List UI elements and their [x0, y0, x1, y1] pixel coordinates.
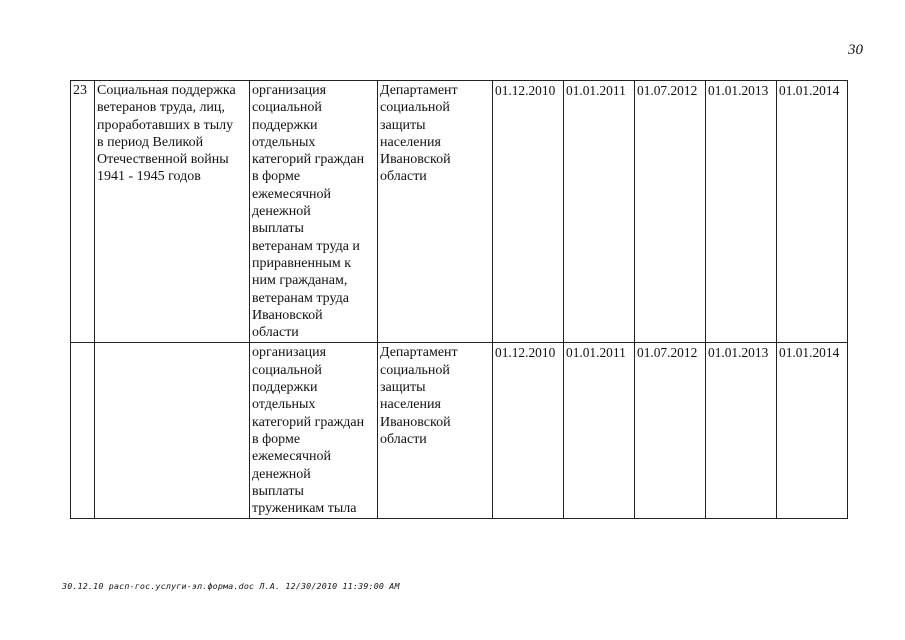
stage-5-date: 01.01.2014: [779, 345, 840, 361]
row-number-cell: [71, 343, 95, 519]
support-form: организация социальной поддержки отдельных категорий граждан в форме ежемесячной денежной выплаты ветеранам труда и приравненным к ним гражданам, ветеранам труда Ивановской области: [252, 83, 365, 341]
date-cell: [493, 81, 564, 343]
stage-4-date: 01.01.2013: [708, 83, 769, 98]
department-cell: [378, 343, 493, 519]
stage-1-date: 01.12.2010: [495, 345, 556, 361]
service-name-cell: [95, 81, 250, 343]
stage-4-date: 01.01.2013: [708, 345, 769, 361]
support-form-cell: [250, 81, 378, 343]
department: Департамент социальной защиты населения Ивановской области: [380, 345, 458, 447]
table-row: [71, 81, 848, 343]
service-name-cell: [95, 343, 250, 519]
date-cell: [493, 343, 564, 519]
document-footer: 30.12.10 расп-гос.услуги-эл.форма.doc Л.А. 12/30/2010 11:39:00 AM: [62, 581, 400, 591]
stage-2-date: 01.01.2011: [566, 83, 626, 98]
services-table: [70, 80, 848, 519]
table-row: [71, 343, 848, 519]
date-cell: [706, 343, 777, 519]
stage-5-date: 01.01.2014: [779, 83, 840, 98]
date-cell: [564, 81, 635, 343]
date-cell: [635, 81, 706, 343]
date-cell: [777, 343, 848, 519]
department: Департамент социальной защиты населения Ивановской области: [380, 83, 458, 185]
stage-3-date: 01.07.2012: [637, 83, 698, 98]
support-form-cell: [250, 343, 378, 519]
support-form: организация социальной поддержки отдельных категорий граждан в форме ежемесячной денежной выплаты труженикам тыла: [252, 345, 365, 517]
date-cell: [635, 343, 706, 519]
row-number-cell: [71, 81, 95, 343]
stage-1-date: 01.12.2010: [495, 83, 556, 98]
date-cell: [564, 343, 635, 519]
department-cell: [378, 81, 493, 343]
date-cell: [777, 81, 848, 343]
page-number: 30: [848, 42, 863, 58]
stage-2-date: 01.01.2011: [566, 345, 626, 361]
date-cell: [706, 81, 777, 343]
service-name: Социальная поддержка ветеранов труда, лиц, проработавших в тылу в период Великой Отечественной войны 1941 - 1945 годов: [97, 83, 236, 185]
stage-3-date: 01.07.2012: [637, 345, 698, 361]
row-number: 23: [73, 83, 87, 98]
